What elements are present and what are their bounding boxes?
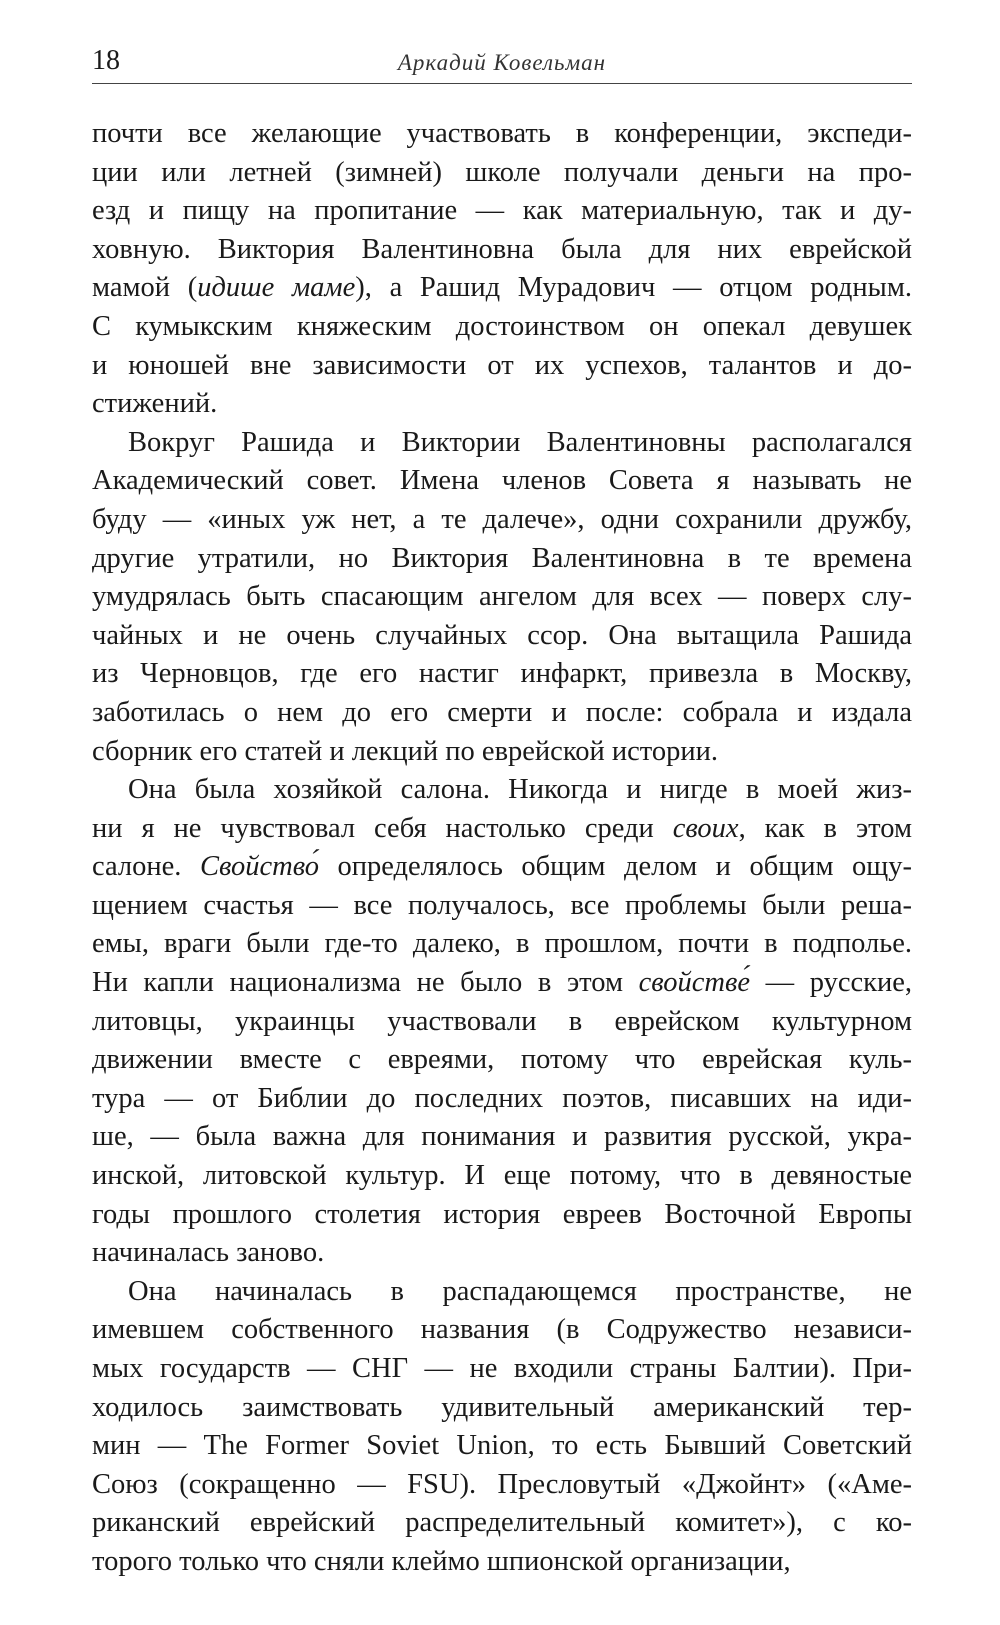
text-span: риканский еврейский распределительный комитет»), с ко- bbox=[92, 1507, 912, 1539]
text-line bbox=[92, 269, 912, 308]
header-rule bbox=[92, 83, 912, 84]
text-line bbox=[92, 771, 912, 810]
paragraph bbox=[92, 115, 912, 424]
text-line bbox=[92, 1427, 912, 1466]
text-line bbox=[92, 1196, 912, 1235]
text-line bbox=[92, 1543, 912, 1582]
text-span: ), а Рашид Мурадович — отцом родным. bbox=[355, 272, 912, 304]
text-span: мамой ( bbox=[92, 272, 198, 304]
text-line bbox=[92, 462, 912, 501]
text-span: сборник его статей и лекций по еврейской истории. bbox=[92, 735, 718, 767]
text-line bbox=[92, 964, 912, 1003]
text-line bbox=[92, 617, 912, 656]
text-span: определялось общим делом и общим ощу- bbox=[318, 851, 912, 883]
text-line bbox=[92, 154, 912, 193]
text-span: Союз (сокращенно — FSU). Пресловутый «Джойнт» («Аме- bbox=[92, 1468, 912, 1500]
text-span: — русские, bbox=[750, 967, 912, 999]
paragraph bbox=[92, 771, 912, 1273]
text-line bbox=[92, 1080, 912, 1119]
text-span: стижений. bbox=[92, 388, 218, 420]
text-line bbox=[92, 733, 912, 772]
text-line bbox=[92, 1157, 912, 1196]
text-line bbox=[92, 385, 912, 424]
text-span: Академический совет. Имена членов Совета я называть не bbox=[92, 465, 912, 497]
text-span: емы, враги были где-то далеко, в прошлом, почти в подполье. bbox=[92, 928, 912, 960]
text-span: , как в этом bbox=[738, 812, 913, 844]
text-span: Она начиналась в распадающемся пространстве, не bbox=[128, 1275, 912, 1307]
text-span: и юношей вне зависимости от их успехов, талантов и до- bbox=[92, 349, 912, 381]
text-span: мин — The Former Soviet Union, то есть Бывший Советский bbox=[92, 1430, 912, 1462]
text-span: почти все желающие участвовать в конференции, экспеди- bbox=[92, 118, 912, 149]
text-span: ходилось заимствовать удивительный американский тер- bbox=[92, 1391, 912, 1423]
text-span: салоне. bbox=[92, 851, 200, 883]
text-line bbox=[92, 501, 912, 540]
text-span: ховную. Виктория Валентиновна была для них еврейской bbox=[92, 233, 912, 265]
text-span: заботилась о нем до его смерти и после: собрала и издала bbox=[92, 696, 912, 728]
text-line bbox=[92, 1311, 912, 1350]
text-span: Она была хозяйкой салона. Никогда и нигде в моей жиз- bbox=[128, 774, 912, 806]
text-line bbox=[92, 1350, 912, 1389]
text-line bbox=[92, 115, 912, 154]
text-line bbox=[92, 1273, 912, 1312]
text-line bbox=[92, 578, 912, 617]
text-span: начиналась заново. bbox=[92, 1237, 325, 1269]
text-line bbox=[92, 1041, 912, 1080]
text-span: литовцы, украинцы участвовали в еврейском культурном bbox=[92, 1005, 912, 1037]
text-line bbox=[92, 655, 912, 694]
italic-span: своих bbox=[672, 812, 739, 844]
text-span: С кумыкским княжеским достоинством он опекал девушек bbox=[92, 310, 912, 342]
text-span: умудрялась быть спасающим ангелом для всех — поверх слу- bbox=[92, 581, 912, 613]
paragraph bbox=[92, 1273, 912, 1582]
text-span: чайных и не очень случайных ссор. Она вытащила Рашида bbox=[92, 619, 912, 651]
text-line bbox=[92, 1504, 912, 1543]
text-line bbox=[92, 540, 912, 579]
body-text bbox=[92, 115, 912, 1582]
text-line bbox=[92, 1234, 912, 1273]
text-line bbox=[92, 1118, 912, 1157]
text-line bbox=[92, 810, 912, 849]
text-line bbox=[92, 347, 912, 386]
text-line bbox=[92, 1466, 912, 1505]
italic-span: Свойство́ bbox=[199, 851, 319, 883]
text-line bbox=[92, 1003, 912, 1042]
text-line bbox=[92, 925, 912, 964]
text-span: имевшем собственного названия (в Содружество независи- bbox=[92, 1314, 912, 1346]
page-number: 18 bbox=[92, 45, 120, 76]
italic-span: свойстве́ bbox=[638, 967, 750, 999]
text-line bbox=[92, 694, 912, 733]
text-line bbox=[92, 192, 912, 231]
text-span: щением счастья — все получалось, все проблемы были реша- bbox=[92, 889, 912, 921]
text-span: буду — «иных уж нет, а те далече», одни сохранили дружбу, bbox=[92, 503, 912, 535]
text-span: инской, литовской культур. И еще потому, что в девяностые bbox=[92, 1160, 912, 1192]
text-span: тура — от Библии до последних поэтов, писавших на иди- bbox=[92, 1082, 912, 1114]
text-line bbox=[92, 424, 912, 463]
text-span: езд и пищу на пропитание — как материальную, так и ду- bbox=[92, 195, 912, 227]
text-line bbox=[92, 231, 912, 270]
text-span: годы прошлого столетия история евреев Восточной Европы bbox=[92, 1198, 912, 1230]
text-line bbox=[92, 1389, 912, 1428]
text-span: Ни капли национализма не было в этом bbox=[92, 967, 639, 999]
text-line bbox=[92, 308, 912, 347]
italic-span: идише маме bbox=[197, 272, 356, 304]
text-span: мых государств — СНГ — не входили страны Балтии). При- bbox=[92, 1353, 912, 1384]
text-span: ни я не чувствовал себя настолько среди bbox=[92, 812, 673, 844]
text-span: из Черновцов, где его настиг инфаркт, привезла в Москву, bbox=[92, 658, 912, 690]
running-head: Аркадий Ковельман bbox=[397, 50, 607, 75]
text-span: другие утратили, но Виктория Валентиновна в те времена bbox=[92, 542, 912, 574]
text-span: движении вместе с евреями, потому что еврейская куль- bbox=[92, 1044, 912, 1076]
text-line bbox=[92, 887, 912, 926]
text-span: торого только что сняли клеймо шпионской организации, bbox=[92, 1545, 791, 1577]
text-span: ции или летней (зимней) школе получали деньги на про- bbox=[92, 156, 912, 188]
page-header bbox=[92, 44, 912, 84]
text-span: Вокруг Рашида и Виктории Валентиновны располагался bbox=[128, 426, 912, 458]
text-span: ше, — была важна для понимания и развития русской, укра- bbox=[92, 1121, 912, 1153]
text-line bbox=[92, 848, 912, 887]
paragraph bbox=[92, 424, 912, 771]
